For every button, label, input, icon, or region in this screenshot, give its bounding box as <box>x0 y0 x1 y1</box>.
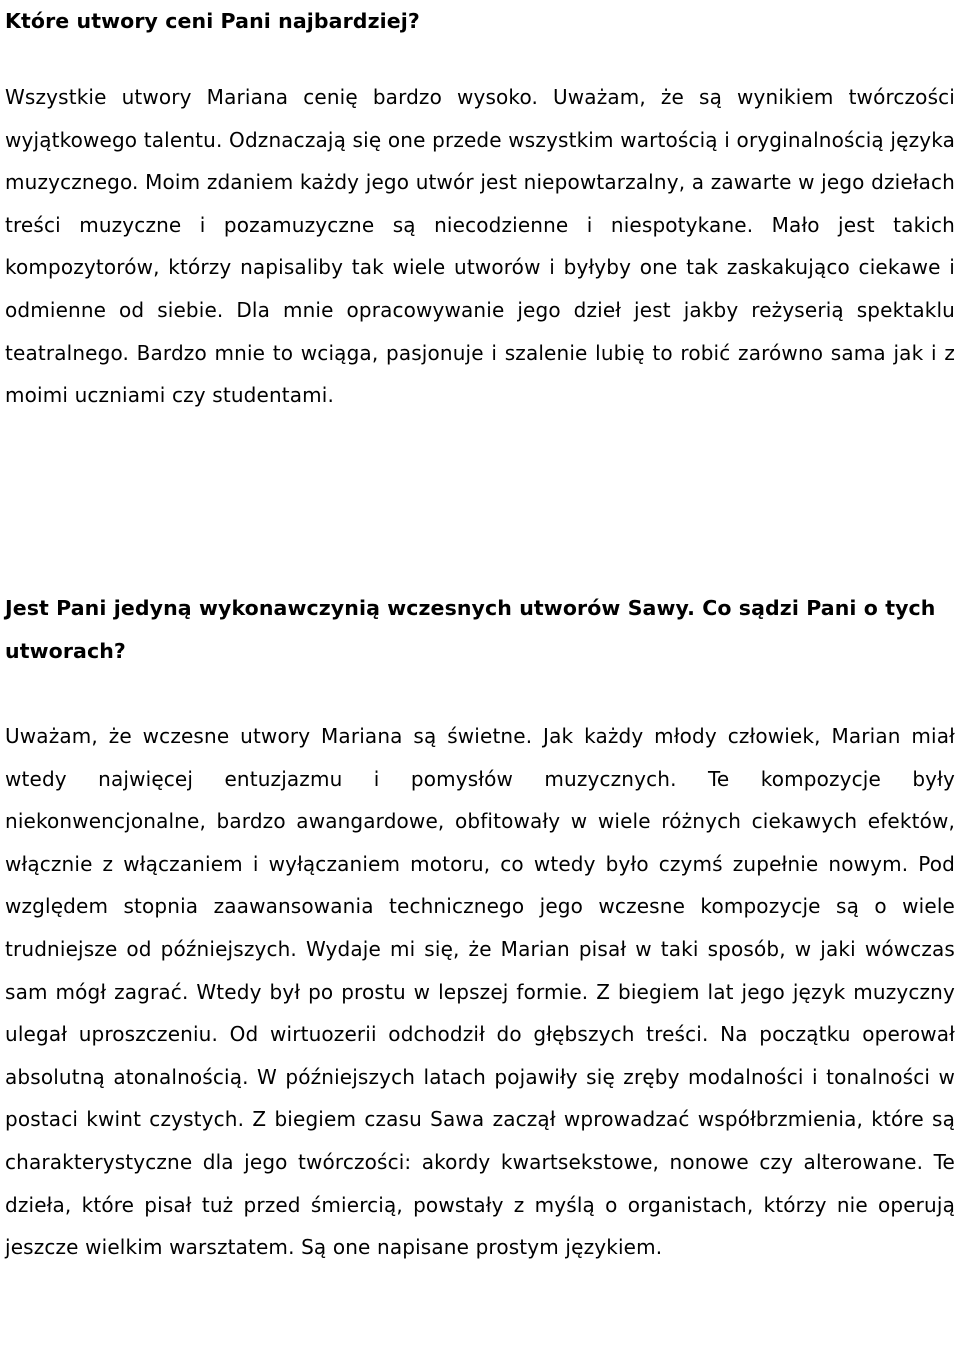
answer-paragraph-1: Wszystkie utwory Mariana cenię bardzo wysoko. Uważam, że są wynikiem twórczości wyjątkowego talentu. Odznaczają się one przede wszystkim wartością i oryginalnością języka muzycznego. Moim zdaniem każdy jego utwór jest niepowtarzalny, a zawarte w jego dziełach treści muzyczne i pozamuzyczne są niecodzienne i niespotykane. Mało jest takich kompozytorów, którzy napisaliby tak wiele utworów i byłyby one tak zaskakująco ciekawe i odmienne od siebie. Dla mnie opracowywanie jego dzieł jest jakby reżyserią spektaklu teatralnego. Bardzo mnie to wciąga, pasjonuje i szalenie lubię to robić zarówno sama jak i z moimi uczniami czy studentami. <box>5 85 955 408</box>
question-heading-2: Jest Pani jedyną wykonawczynią wczesnych utworów Sawy. Co sądzi Pani o tych utworach? <box>5 596 936 663</box>
question-heading-1: Które utwory ceni Pani najbardziej? <box>5 9 420 33</box>
answer-paragraph-2: Uważam, że wczesne utwory Mariana są świetne. Jak każdy młody człowiek, Marian miał wtedy najwięcej entuzjazmu i pomysłów muzycznych. Te kompozycje były niekonwencjonalne, bardzo awangardowe, obfitowały w wiele różnych ciekawych efektów, włącznie z włączaniem i wyłączaniem motoru, co wtedy było czymś zupełnie nowym. Pod względem stopnia zaawansowania technicznego jego wczesne kompozycje są o wiele trudniejsze od późniejszych. Wydaje mi się, że Marian pisał w taki sposób, w jaki wówczas sam mógł zagrać. Wtedy był po prostu w lepszej formie. Z biegiem lat jego język muzyczny ulegał uproszczeniu. Od wirtuozerii odchodził do głębszych treści. Na początku operował absolutną atonalnością. W późniejszych latach pojawiły się zręby modalności i tonalności w postaci kwint czystych. Z biegiem czasu Sawa zaczął wprowadzać współbrzmienia, które są charakterystyczne dla jego twórczości: akordy kwartsekstowe, nonowe czy alterowane. Te dzieła, które pisał tuż przed śmiercią, powstały z myślą o organistach, którzy nie operują jeszcze wielkim warsztatem. Są one napisane prostym językiem. <box>5 724 955 1260</box>
